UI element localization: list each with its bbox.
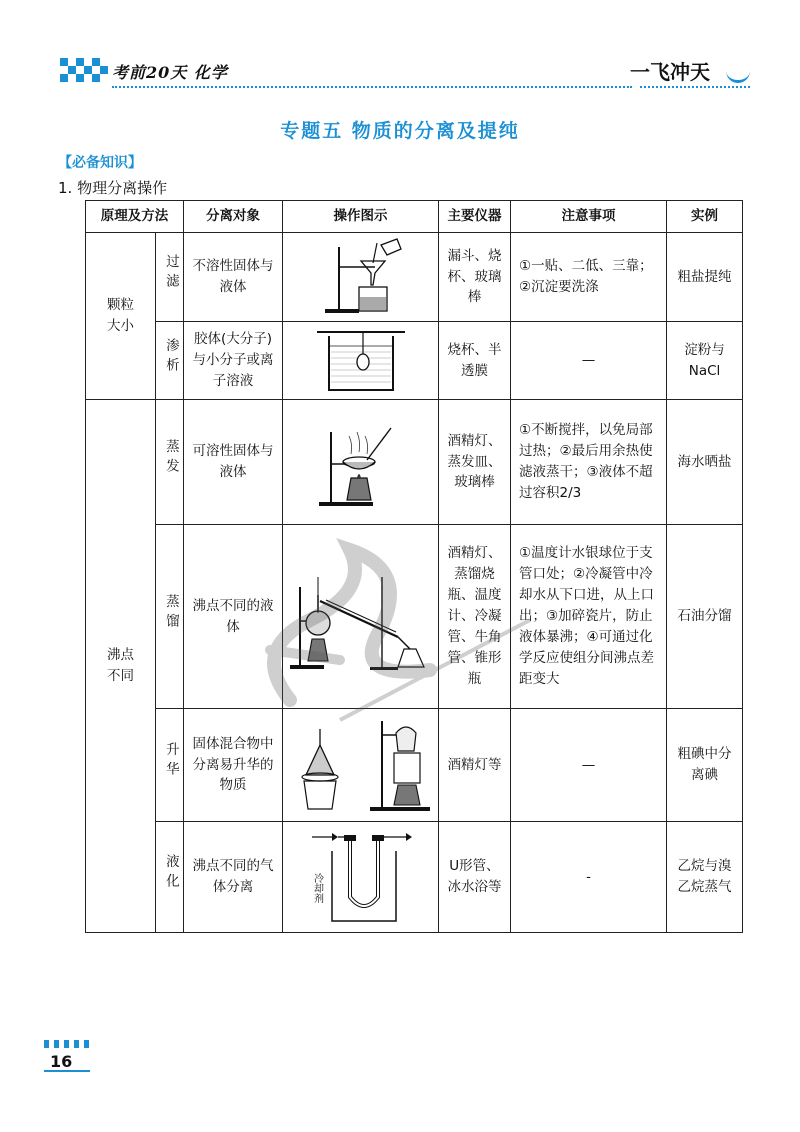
table-row xyxy=(86,709,743,822)
principle-label: 颗粒大小 xyxy=(107,297,134,334)
page-header xyxy=(0,0,800,100)
dialysis-apparatus-icon xyxy=(311,326,411,396)
method-cell xyxy=(156,525,184,709)
page-flag-decoration xyxy=(44,1040,90,1048)
table-header-row xyxy=(86,201,743,233)
figure-cell xyxy=(283,822,439,933)
figure-cell xyxy=(283,525,439,709)
method-label: 升华 xyxy=(162,742,179,782)
method-cell xyxy=(156,233,184,322)
header-instruments: 主要仪器 xyxy=(439,201,511,233)
section-label: 【必备知识】 xyxy=(58,155,142,171)
method-cell xyxy=(156,822,184,933)
header-notes: 注意事项 xyxy=(511,201,667,233)
page-title: 专题五 物质的分离及提纯 xyxy=(280,120,520,142)
method-cell xyxy=(156,709,184,822)
page-number-badge xyxy=(44,1040,90,1074)
instruments-cell: 酒精灯、蒸馏烧瓶、温度计、冷凝管、牛角管、锥形瓶 xyxy=(439,525,511,709)
object-cell: 不溶性固体与液体 xyxy=(184,233,283,322)
example-cell: 粗盐提纯 xyxy=(667,233,743,322)
method-label: 过滤 xyxy=(162,254,179,294)
method-label: 液化 xyxy=(162,854,179,894)
sub-heading: 1. 物理分离操作 xyxy=(58,179,168,197)
figure-cell xyxy=(283,233,439,322)
method-label: 蒸馏 xyxy=(162,593,179,633)
header-example: 实例 xyxy=(667,201,743,233)
notes-cell: ①温度计水银球位于支管口处；②冷凝管中冷却水从下口进，从上口出；③加碎瓷片，防止液体暴沸；④可通过化学反应使组分间沸点差距变大 xyxy=(511,525,667,709)
separation-table xyxy=(85,200,743,933)
sublimation-apparatus-icon xyxy=(286,715,436,815)
header-principle: 原理及方法 xyxy=(86,201,184,233)
notes-cell: ①不断搅拌，以免局部过热；②最后用余热使滤液蒸干；③液体不超过容积2/3 xyxy=(511,400,667,525)
object-cell: 固体混合物中分离易升华的物质 xyxy=(184,709,283,822)
instruments-cell: 烧杯、半透膜 xyxy=(439,322,511,400)
table-row xyxy=(86,525,743,709)
notes-cell: — xyxy=(511,322,667,400)
object-cell: 沸点不同的气体分离 xyxy=(184,822,283,933)
instruments-cell: 酒精灯等 xyxy=(439,709,511,822)
example-cell: 粗碘中分离碘 xyxy=(667,709,743,822)
instruments-cell: 漏斗、烧杯、玻璃棒 xyxy=(439,233,511,322)
page-number: 16 xyxy=(50,1052,73,1071)
notes-cell: ①一贴、二低、三靠；②沉淀要洗涤 xyxy=(511,233,667,322)
figure-cell xyxy=(283,709,439,822)
filtration-apparatus-icon xyxy=(311,237,411,317)
example-cell: 石油分馏 xyxy=(667,525,743,709)
figure-cell xyxy=(283,400,439,525)
figure-cell xyxy=(283,322,439,400)
header-checker-decoration xyxy=(60,58,110,84)
table-row xyxy=(86,322,743,400)
header-divider-right xyxy=(640,86,750,88)
object-cell: 沸点不同的液体 xyxy=(184,525,283,709)
object-cell: 可溶性固体与液体 xyxy=(184,400,283,525)
table-row xyxy=(86,400,743,525)
example-cell: 乙烷与溴乙烷蒸气 xyxy=(667,822,743,933)
notes-cell: — xyxy=(511,709,667,822)
example-cell: 海水晒盐 xyxy=(667,400,743,525)
notes-cell: - xyxy=(511,822,667,933)
table-row xyxy=(86,233,743,322)
header-figure: 操作图示 xyxy=(283,201,439,233)
evaporation-apparatus-icon xyxy=(311,412,411,512)
instruments-cell: U形管、冰水浴等 xyxy=(439,822,511,933)
book-title: 考前20天 化学 xyxy=(112,63,228,82)
principle-cell xyxy=(86,400,156,933)
header-object: 分离对象 xyxy=(184,201,283,233)
brand-logo: 一飞冲天 xyxy=(630,60,710,84)
instruments-cell: 酒精灯、蒸发皿、玻璃棒 xyxy=(439,400,511,525)
method-label: 渗析 xyxy=(162,337,179,377)
header-divider xyxy=(112,86,632,88)
example-cell: 淀粉与NaCl xyxy=(667,322,743,400)
method-cell xyxy=(156,322,184,400)
principle-label: 沸点不同 xyxy=(107,647,134,684)
page-badge-base xyxy=(44,1070,90,1072)
method-label: 蒸发 xyxy=(162,439,179,479)
liquefaction-apparatus-icon xyxy=(306,827,416,927)
table-row xyxy=(86,822,743,933)
distillation-apparatus-icon xyxy=(286,557,436,677)
coolant-label: 冷却剂 xyxy=(311,873,322,903)
principle-cell xyxy=(86,233,156,400)
brand-swoosh-icon xyxy=(726,70,750,83)
object-cell: 胶体(大分子)与小分子或离子溶液 xyxy=(184,322,283,400)
method-cell xyxy=(156,400,184,525)
